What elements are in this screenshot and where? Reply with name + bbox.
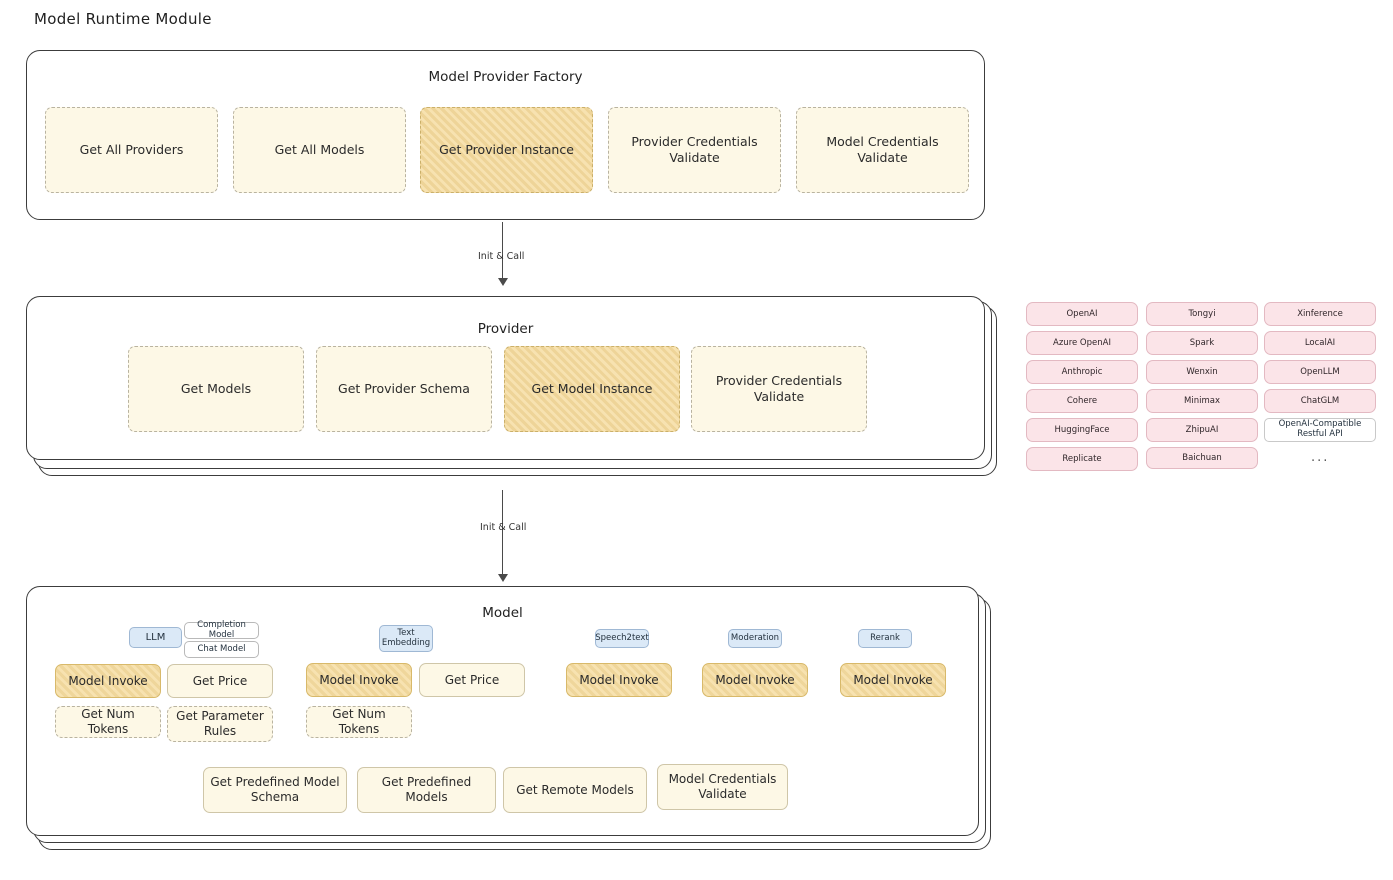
model-provider-factory-title: Model Provider Factory [428, 69, 583, 85]
provider-chip-baichuan[interactable] [1146, 447, 1258, 469]
model-node-label: Get Parameter Rules [176, 709, 264, 738]
provider-chip-label: Cohere [1066, 396, 1098, 406]
provider-chip-label: Baichuan [1182, 453, 1222, 463]
provider-chip-label: Minimax [1184, 396, 1220, 406]
model-title: Model [482, 605, 523, 621]
model-node-label: Get Price [192, 673, 248, 688]
model-common-node-get-predefined-models[interactable] [357, 767, 496, 813]
model-node-label: Get Remote Models [516, 782, 634, 797]
provider-chip-zhipuai[interactable] [1146, 418, 1258, 442]
factory-node-get-all-models[interactable] [233, 107, 406, 193]
model-embedding-node-model-invoke[interactable] [306, 663, 412, 697]
factory-node-get-all-providers[interactable] [45, 107, 218, 193]
model-node-label: Model Credentials Validate [668, 772, 777, 801]
factory-node-label: Get Provider Instance [439, 142, 574, 158]
provider-chip-openai[interactable] [1026, 302, 1138, 326]
provider-chip-label: HuggingFace [1054, 425, 1110, 435]
factory-node-label: Get All Models [274, 142, 365, 158]
model-common-node-get-remote-models[interactable] [503, 767, 647, 813]
arrow-provider-to-model-line [502, 490, 503, 578]
factory-node-get-provider-instance[interactable] [420, 107, 593, 193]
model-type-chip-rerank[interactable] [858, 629, 912, 648]
model-llm-node-model-invoke[interactable] [55, 664, 161, 698]
model-node-label: Model Invoke [579, 672, 659, 687]
model-rerank-node-model-invoke[interactable] [840, 663, 946, 697]
arrow-provider-to-model-label: Init & Call [480, 522, 527, 533]
provider-node-get-provider-schema[interactable] [316, 346, 492, 432]
model-node-label: Get Num Tokens [81, 707, 135, 736]
provider-chip-label: ChatGLM [1300, 396, 1340, 406]
provider-chip-xinference[interactable] [1264, 302, 1376, 326]
model-type-label: LLM [145, 631, 166, 643]
model-node-label: Get Num Tokens [332, 707, 386, 736]
factory-node-label: Provider Credentials Validate [631, 134, 758, 165]
model-common-node-model-credentials-validate[interactable] [657, 764, 788, 810]
provider-chip-huggingface[interactable] [1026, 418, 1138, 442]
provider-chip-anthropic[interactable] [1026, 360, 1138, 384]
provider-chip-openai-compatible-restful-api[interactable] [1264, 418, 1376, 442]
model-node-label: Model Invoke [715, 672, 795, 687]
provider-chip-label: OpenLLM [1300, 367, 1340, 377]
model-type-chip-completion-model[interactable] [184, 619, 259, 640]
model-moderation-node-model-invoke[interactable] [702, 663, 808, 697]
provider-chip-label: ZhipuAI [1185, 425, 1219, 435]
provider-chip-label: Anthropic [1061, 367, 1103, 377]
model-llm-node-get-price[interactable] [167, 664, 273, 698]
provider-chip-label: OpenAI-Compatible Restful API [1278, 419, 1362, 439]
provider-chip-label: OpenAI [1066, 309, 1098, 319]
provider-chip-label: LocalAI [1304, 338, 1336, 348]
provider-chip-minimax[interactable] [1146, 389, 1258, 413]
factory-node-label: Get All Providers [79, 142, 184, 158]
arrow-provider-to-model-head [498, 574, 508, 582]
model-type-chip-text-embedding[interactable] [379, 625, 433, 652]
model-type-label: Text Embedding [381, 627, 431, 648]
arrow-factory-to-provider-head [498, 278, 508, 286]
model-type-chip-moderation[interactable] [728, 629, 782, 648]
model-type-chip-chat-model[interactable] [184, 641, 259, 658]
provider-node-provider-credentials-validate[interactable] [691, 346, 867, 432]
model-node-label: Model Invoke [853, 672, 933, 687]
model-embedding-node-get-num-tokens[interactable] [306, 706, 412, 738]
provider-chip-label: Replicate [1062, 454, 1102, 464]
page-title: Model Runtime Module [34, 10, 212, 28]
model-type-label: Completion Model [197, 619, 246, 640]
provider-node-get-models[interactable] [128, 346, 304, 432]
model-node-label: Get Predefined Model Schema [210, 775, 340, 804]
model-common-node-get-predefined-model-schema[interactable] [203, 767, 347, 813]
provider-chip-label: Wenxin [1186, 367, 1218, 377]
model-node-label: Model Invoke [68, 673, 148, 688]
provider-node-label: Get Models [180, 381, 252, 397]
provider-title: Provider [477, 321, 534, 337]
provider-chip-chatglm[interactable] [1264, 389, 1376, 413]
factory-node-model-credentials-validate[interactable] [796, 107, 969, 193]
arrow-factory-to-provider-label: Init & Call [478, 251, 525, 262]
provider-chip-label: Azure OpenAI [1053, 338, 1111, 348]
model-type-label: Moderation [730, 632, 780, 643]
model-type-chip-llm[interactable] [129, 627, 182, 648]
provider-chip-wenxin[interactable] [1146, 360, 1258, 384]
provider-chip-localai[interactable] [1264, 331, 1376, 355]
model-type-chip-speech2text[interactable] [595, 629, 649, 648]
provider-node-label: Get Provider Schema [338, 381, 470, 397]
model-node-label: Get Price [444, 672, 500, 687]
provider-chip-label: Spark [1189, 338, 1215, 348]
model-type-label: Rerank [870, 632, 900, 643]
provider-chip-openllm[interactable] [1264, 360, 1376, 384]
model-type-label: Chat Model [197, 643, 246, 654]
provider-chip-azure-openai[interactable] [1026, 331, 1138, 355]
factory-node-provider-credentials-validate[interactable] [608, 107, 781, 193]
provider-node-label: Get Model Instance [531, 381, 653, 397]
model-type-label: Speech2text [595, 632, 649, 643]
provider-list-more: ... [1311, 450, 1330, 465]
provider-node-get-model-instance[interactable] [504, 346, 680, 432]
model-node-label: Model Invoke [319, 672, 399, 687]
provider-chip-label: Xinference [1297, 309, 1343, 319]
provider-chip-spark[interactable] [1146, 331, 1258, 355]
model-llm-node-get-parameter-rules[interactable] [167, 706, 273, 742]
provider-node-label: Provider Credentials Validate [715, 373, 843, 404]
factory-node-label: Model Credentials Validate [826, 134, 939, 165]
provider-chip-label: Tongyi [1188, 309, 1216, 319]
model-node-label: Get Predefined Models [381, 775, 472, 804]
provider-chip-cohere[interactable] [1026, 389, 1138, 413]
model-llm-node-get-num-tokens[interactable] [55, 706, 161, 738]
provider-chip-tongyi[interactable] [1146, 302, 1258, 326]
model-speech2text-node-model-invoke[interactable] [566, 663, 672, 697]
provider-chip-replicate[interactable] [1026, 447, 1138, 471]
model-embedding-node-get-price[interactable] [419, 663, 525, 697]
